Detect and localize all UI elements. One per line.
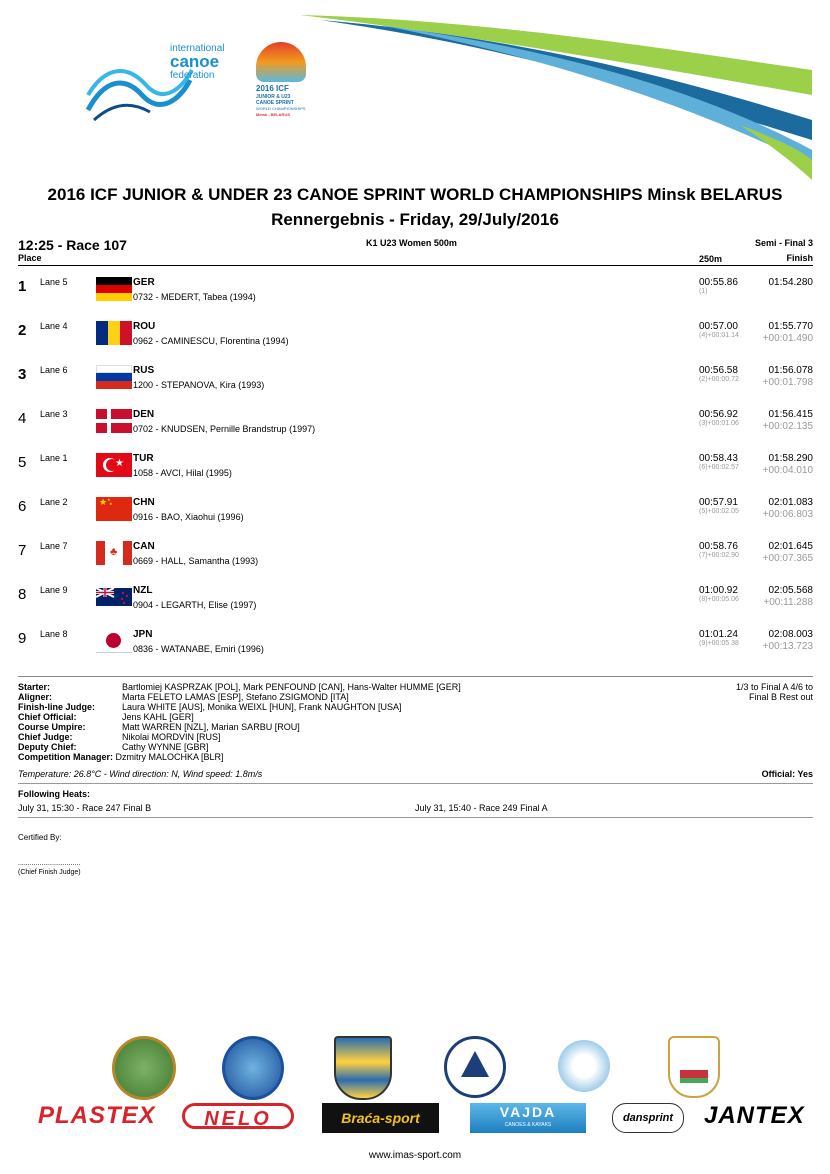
flag-rus-icon bbox=[96, 365, 132, 389]
split-250m-rank: (6)+00:02.57 bbox=[699, 464, 739, 471]
split-250m: 01:00.92 bbox=[699, 585, 738, 596]
lane-label: Lane 8 bbox=[40, 629, 68, 639]
finish-diff: +00:01.798 bbox=[762, 377, 813, 388]
place-number: 9 bbox=[18, 630, 27, 647]
event-name: K1 U23 Women 500m bbox=[366, 238, 457, 248]
nation-code: CAN bbox=[133, 541, 155, 552]
flag-ger-icon bbox=[96, 277, 132, 301]
finish-time: 02:01.083 bbox=[768, 497, 813, 508]
split-250m-rank: (2)+00:00.72 bbox=[699, 376, 739, 383]
lane-label: Lane 3 bbox=[40, 409, 68, 419]
split-250m: 00:57.91 bbox=[699, 497, 738, 508]
event-logo-mark bbox=[256, 42, 306, 82]
competition-manager-name: Dzmitry MALOCHKA [BLR] bbox=[115, 752, 224, 762]
emblem-icon bbox=[558, 1040, 610, 1092]
nation-code: ROU bbox=[133, 321, 156, 332]
event-logo-line5: Minsk , BELARUS bbox=[256, 112, 291, 117]
competition-manager-role: Competition Manager: bbox=[18, 752, 114, 762]
split-250m-rank: (7)+00:02.90 bbox=[699, 552, 739, 559]
event-logo-line2: JUNIOR & U23 bbox=[256, 94, 291, 100]
nation-code: RUS bbox=[133, 365, 155, 376]
results-divider bbox=[18, 676, 813, 677]
icf-logo-line1: international bbox=[170, 43, 225, 54]
page-title: 2016 ICF JUNIOR & UNDER 23 CANOE SPRINT WORLD CHAMPIONSHIPS Minsk BELARUS bbox=[47, 185, 783, 204]
lane-label: Lane 2 bbox=[40, 497, 68, 507]
lane-label: Lane 1 bbox=[40, 453, 68, 463]
finish-diff: +00:07.365 bbox=[762, 553, 813, 564]
flag-can-icon: ♣ bbox=[96, 541, 132, 565]
event-logo bbox=[252, 42, 312, 130]
finish-time: 02:08.003 bbox=[768, 629, 813, 640]
place-number: 1 bbox=[18, 278, 27, 295]
split-250m-rank: (3)+00:01.06 bbox=[699, 420, 739, 427]
competition-manager bbox=[18, 752, 224, 762]
emblem-icon bbox=[222, 1036, 284, 1100]
official-role: Aligner: bbox=[18, 692, 53, 702]
icf-logo-line2: canoe bbox=[170, 52, 220, 71]
flag-chn-icon: ★ ★ ★ bbox=[96, 497, 132, 521]
official-names: Laura WHITE [AUS], Monika WEIXL [HUN], Frank NAUGHTON [USA] bbox=[122, 702, 402, 712]
athlete-name: 0916 - BAO, Xiaohui (1996) bbox=[133, 512, 244, 522]
lane-label: Lane 6 bbox=[40, 365, 68, 375]
finish-diff: +00:02.135 bbox=[762, 421, 813, 432]
finish-time: 01:56.415 bbox=[768, 409, 813, 420]
split-250m: 00:56.58 bbox=[699, 365, 738, 376]
split-250m: 00:55.86 bbox=[699, 277, 738, 288]
following-heat: July 31, 15:40 - Race 249 Final A bbox=[415, 803, 548, 813]
flag-tur-icon: ★ bbox=[96, 453, 132, 477]
official-role: Chief Judge: bbox=[18, 732, 73, 742]
athlete-name: 0669 - HALL, Samantha (1993) bbox=[133, 556, 259, 566]
icf-logo-line3: federation bbox=[170, 70, 215, 81]
nation-code: DEN bbox=[133, 409, 155, 420]
split-250m-rank: (4)+00:01.14 bbox=[699, 332, 739, 339]
finish-time: 01:55.770 bbox=[768, 321, 813, 332]
place-number: 8 bbox=[18, 586, 27, 603]
lane-label: Lane 7 bbox=[40, 541, 68, 551]
weather-divider bbox=[18, 783, 813, 784]
sponsor-vajda-sub: CANOES & KAYAKS bbox=[504, 1122, 552, 1128]
flag-den-icon bbox=[96, 409, 132, 433]
emblem-icon bbox=[668, 1036, 720, 1098]
progression-rule-line2: Final B Rest out bbox=[748, 692, 813, 702]
certified-label: Certified By: bbox=[18, 833, 62, 842]
sponsor-vajda-name: VAJDA bbox=[499, 1104, 557, 1120]
event-logo-year: 2016 ICF bbox=[256, 84, 289, 93]
finish-time: 01:58.290 bbox=[768, 453, 813, 464]
sponsor-dansprint: dansprint bbox=[612, 1103, 684, 1133]
finish-diff: +00:06.803 bbox=[762, 509, 813, 520]
official-role: Finish-line Judge: bbox=[18, 702, 96, 712]
finish-time: 01:54.280 bbox=[768, 277, 813, 288]
event-logo-line3: CANOE SPRINT bbox=[256, 100, 294, 106]
place-number: 2 bbox=[18, 322, 27, 339]
split-250m-rank: (5)+00:02.05 bbox=[699, 508, 739, 515]
sponsor-braca-sport: Braća-sport bbox=[322, 1103, 439, 1133]
split-250m: 00:57.00 bbox=[699, 321, 738, 332]
following-heat: July 31, 15:30 - Race 247 Final B bbox=[18, 803, 152, 813]
emblem-icon bbox=[444, 1036, 506, 1098]
signature-line: ................................ bbox=[18, 860, 81, 867]
sponsor-plastex: PLASTEX bbox=[38, 1102, 156, 1129]
place-number: 5 bbox=[18, 454, 27, 471]
icf-logo bbox=[84, 40, 234, 125]
place-number: 6 bbox=[18, 498, 27, 515]
emblem-icon bbox=[112, 1036, 176, 1100]
finish-diff: +00:13.723 bbox=[762, 641, 813, 652]
col-header-250m: 250m bbox=[699, 254, 723, 264]
official-role: Course Umpire: bbox=[18, 722, 86, 732]
sponsor-vajda bbox=[470, 1103, 586, 1133]
finish-diff: +00:11.288 bbox=[763, 597, 813, 608]
official-role: Chief Official: bbox=[18, 712, 77, 722]
split-250m: 00:58.43 bbox=[699, 453, 738, 464]
nation-code: JPN bbox=[133, 629, 153, 640]
nation-code: CHN bbox=[133, 497, 155, 508]
flag-rou-icon bbox=[96, 321, 132, 345]
official-names: Jens KAHL [GER] bbox=[122, 712, 194, 722]
finish-diff: +00:01.490 bbox=[762, 333, 813, 344]
weather-info: Temperature: 26.8°C - Wind direction: N, Wind speed: 1.8m/s bbox=[18, 769, 263, 779]
nation-code: TUR bbox=[133, 453, 154, 464]
sponsor-nelo: NELO bbox=[182, 1103, 294, 1129]
emblem-icon bbox=[334, 1036, 392, 1100]
official-role: Deputy Chief: bbox=[18, 742, 77, 752]
lane-label: Lane 9 bbox=[40, 585, 68, 595]
following-heats-label: Following Heats: bbox=[18, 789, 90, 799]
footer-url[interactable]: www.imas-sport.com bbox=[368, 1150, 462, 1161]
athlete-name: 0836 - WATANABE, Emiri (1996) bbox=[133, 644, 264, 654]
finish-time: 02:01.645 bbox=[768, 541, 813, 552]
race-time: 12:25 - Race 107 bbox=[18, 237, 127, 253]
finish-time: 02:05.568 bbox=[768, 585, 813, 596]
split-250m: 01:01.24 bbox=[699, 629, 738, 640]
place-number: 7 bbox=[18, 542, 27, 559]
finish-time: 01:56.078 bbox=[768, 365, 813, 376]
page-subtitle: Rennergebnis - Friday, 29/July/2016 bbox=[271, 210, 559, 229]
finish-diff: +00:04.010 bbox=[762, 465, 813, 476]
race-phase: Semi - Final 3 bbox=[754, 238, 813, 248]
place-number: 3 bbox=[18, 366, 27, 383]
official-names: Bartlomiej KASPRZAK [POL], Mark PENFOUND [CAN], Hans-Walter HUMME [GER] bbox=[122, 682, 461, 692]
event-logo-line4: WORLD CHAMPIONSHIPS bbox=[256, 106, 306, 111]
col-header-place: Place bbox=[18, 253, 42, 263]
split-250m-rank: (1) bbox=[699, 288, 708, 295]
split-250m-rank: (8)+00:05.06 bbox=[699, 596, 739, 603]
official-names: Nikolai MORDVIN [RUS] bbox=[122, 732, 221, 742]
athlete-name: 0962 - CAMINESCU, Florentina (1994) bbox=[133, 336, 289, 346]
following-divider bbox=[18, 817, 813, 818]
official-names: Marta FELETO LAMAS [ESP], Stefano ZSIGMOND [ITA] bbox=[122, 692, 349, 702]
sponsor-jantex: JANTEX bbox=[704, 1102, 805, 1129]
flag-nzl-icon bbox=[96, 588, 132, 606]
nation-code: NZL bbox=[133, 585, 153, 596]
athlete-name: 0702 - KNUDSEN, Pernille Brandstrup (1997) bbox=[133, 424, 316, 434]
athlete-name: 1200 - STEPANOVA, Kira (1993) bbox=[133, 380, 265, 390]
header-divider bbox=[18, 265, 813, 266]
split-250m: 00:56.92 bbox=[699, 409, 738, 420]
place-number: 4 bbox=[18, 410, 27, 427]
split-250m-rank: (9)+00:05.38 bbox=[699, 640, 739, 647]
official-role: Starter: bbox=[18, 682, 51, 692]
flag-jpn-icon bbox=[96, 629, 132, 653]
lane-label: Lane 5 bbox=[40, 277, 68, 287]
progression-rule-line1: 1/3 to Final A 4/6 to bbox=[735, 682, 813, 692]
official-status: Official: Yes bbox=[761, 769, 813, 779]
athlete-name: 0732 - MEDERT, Tabea (1994) bbox=[133, 292, 256, 302]
lane-label: Lane 4 bbox=[40, 321, 68, 331]
signature-role: (Chief Finish Judge) bbox=[18, 869, 81, 876]
athlete-name: 0904 - LEGARTH, Elise (1997) bbox=[133, 600, 257, 610]
nation-code: GER bbox=[133, 277, 155, 288]
athlete-name: 1058 - AVCI, Hilal (1995) bbox=[133, 468, 232, 478]
official-names: Cathy WYNNE [GBR] bbox=[122, 742, 209, 752]
col-header-finish: Finish bbox=[786, 253, 813, 263]
split-250m: 00:58.76 bbox=[699, 541, 738, 552]
official-names: Matt WARREN [NZL], Marian SARBU [ROU] bbox=[122, 722, 300, 732]
